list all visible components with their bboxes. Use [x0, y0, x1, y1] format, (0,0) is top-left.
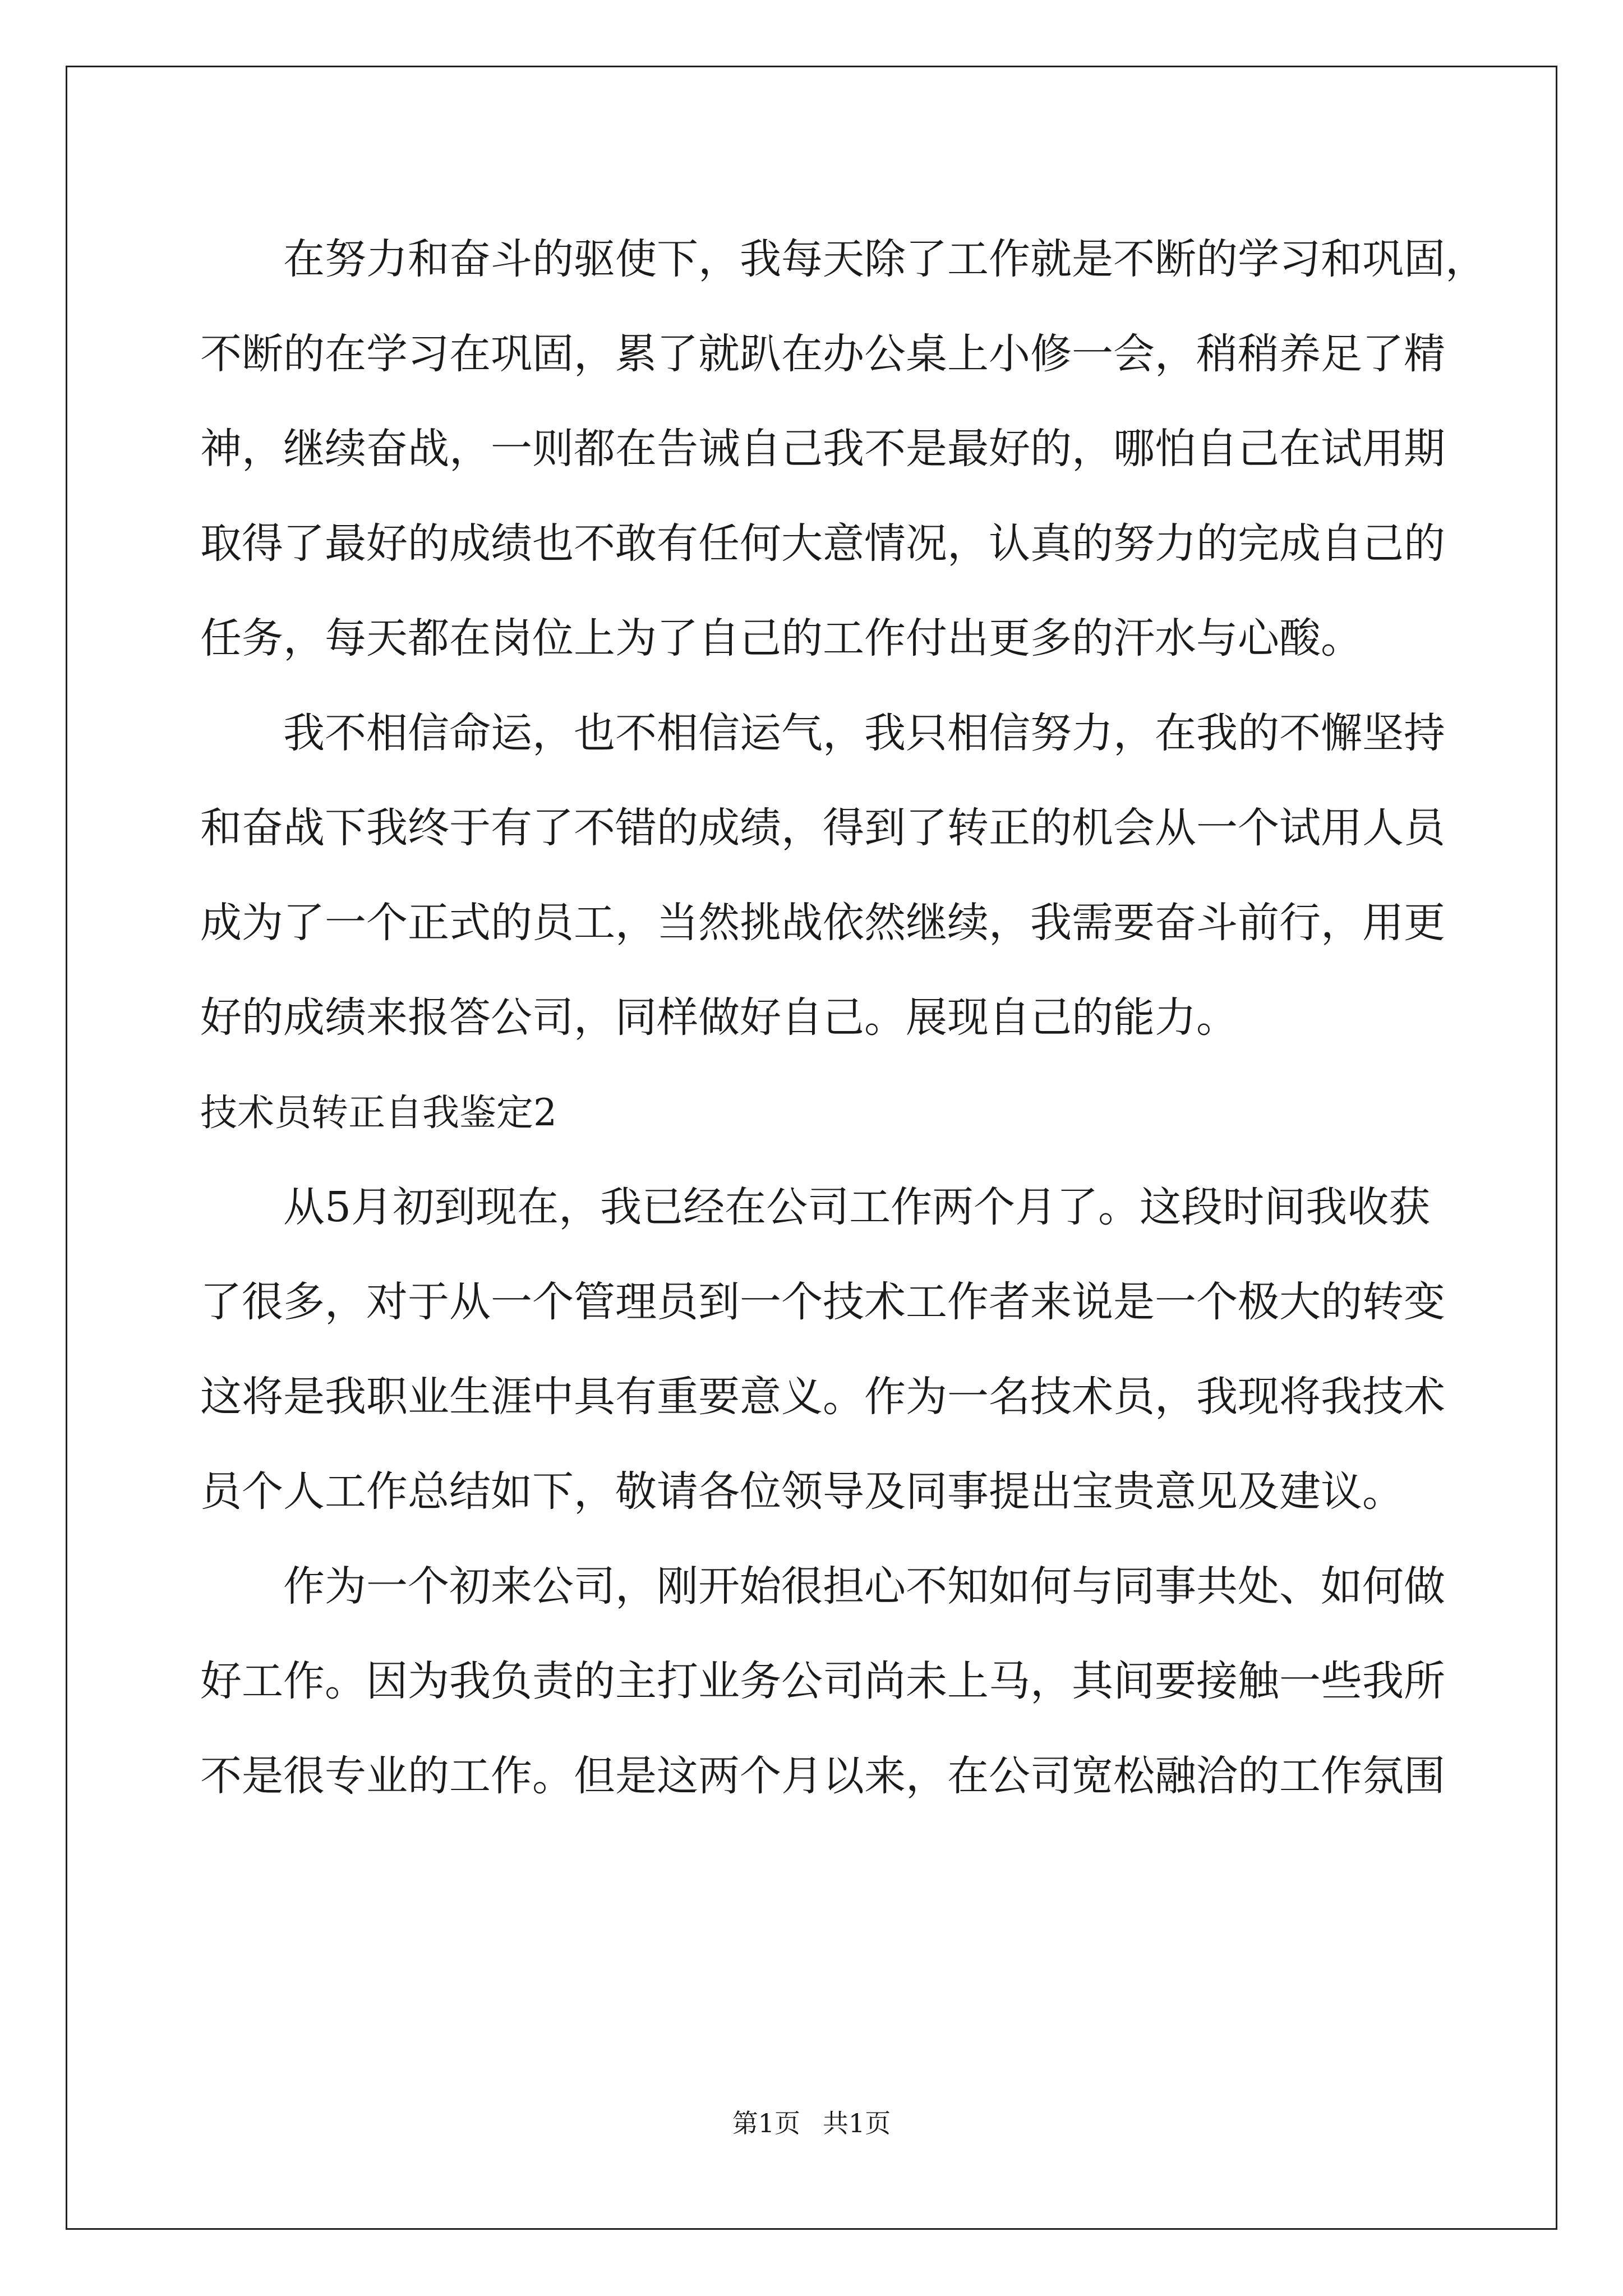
document-body — [200, 212, 1487, 1824]
text-line: 这将是我职业生涯中具有重要意义。作为一名技术员，我现将我技术 — [200, 1373, 1445, 1421]
text-line: 我不相信命运，也不相信运气，我只相信努力，在我的不懈坚持 — [283, 709, 1445, 757]
text-line: 取得了最好的成绩也不敢有任何大意情况，认真的努力的完成自己的 — [200, 519, 1445, 568]
text-line: 好的成绩来报答公司，同样做好自己。展现自己的能力。 — [200, 993, 1238, 1042]
text-line: 员个人工作总结如下，敬请各位领导及同事提出宝贵意见及建议。 — [200, 1467, 1404, 1516]
text-line: 了很多，对于从一个管理员到一个技术工作者来说是一个极大的转变 — [200, 1278, 1445, 1326]
text-line: 作为一个初来公司，刚开始很担心不知如何与同事共处、如何做 — [283, 1562, 1445, 1611]
page-footer — [0, 2106, 1623, 2140]
text-line: 在努力和奋斗的驱使下，我每天除了工作就是不断的学习和巩固， — [283, 235, 1487, 283]
text-line: 任务，每天都在岗位上为了自己的工作付出更多的汗水与心酸。 — [200, 614, 1362, 662]
page-total: 共1页 — [823, 2108, 891, 2138]
text-line: 从5月初到现在，我已经在公司工作两个月了。这段时间我收获 — [283, 1183, 1431, 1231]
text-line: 好工作。因为我负责的主打业务公司尚未上马，其间要接触一些我所 — [200, 1657, 1445, 1705]
text-line: 不是很专业的工作。但是这两个月以来，在公司宽松融洽的工作氛围 — [200, 1752, 1445, 1800]
text-line: 神，继续奋战，一则都在告诫自己我不是最好的，哪怕自己在试用期 — [200, 425, 1445, 473]
text-line: 不断的在学习在巩固，累了就趴在办公桌上小修一会，稍稍养足了精 — [200, 330, 1445, 378]
page-number: 第1页 — [732, 2108, 800, 2138]
text-line: 和奋战下我终于有了不错的成绩，得到了转正的机会从一个试用人员 — [200, 804, 1445, 852]
section-heading: 技术员转正自我鉴定2 — [200, 1091, 557, 1134]
text-line: 成为了一个正式的员工，当然挑战依然继续，我需要奋斗前行，用更 — [200, 899, 1445, 947]
